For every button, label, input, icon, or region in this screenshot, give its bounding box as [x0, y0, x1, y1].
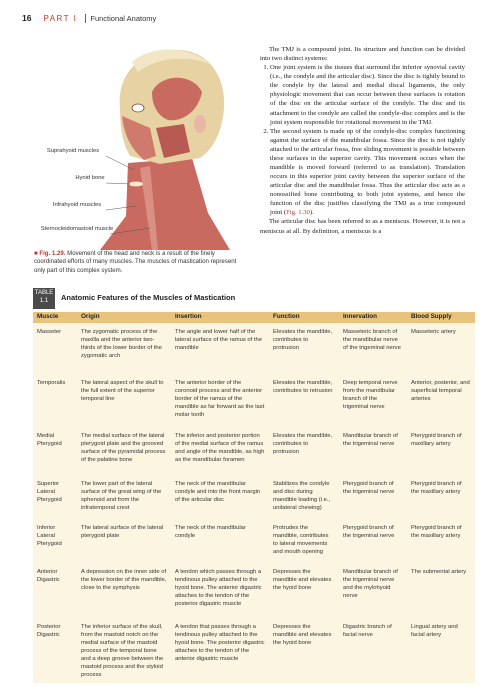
joint-systems-list: [260, 63, 465, 217]
caption-text: Movement of the head and neck is a result of the finely coordinated efforts of many muscles. The muscles of mastication represent only part of this complex system.: [34, 250, 237, 274]
origin-cell: The lateral aspect of the skull to the full extent of the superior temporal line: [81, 380, 164, 403]
column-header: Innervation: [339, 312, 407, 323]
table-row: [33, 563, 475, 618]
list-item: [270, 127, 465, 218]
caption-bullet-icon: ■: [34, 250, 40, 257]
muscle-cell: Superior Lateral Pterygoid: [37, 481, 62, 504]
origin-cell: The lateral surface of the lateral pterygoid plate: [81, 525, 164, 540]
blood-supply-cell: Anterior, posterior, and superficial temporal arteries: [411, 380, 470, 403]
muscles-table: [33, 312, 475, 688]
insertion-cell: The anterior border of the coronoid process and the anterior border of the ramus of the mandible as far forward as the last molar tooth: [175, 380, 265, 419]
table-heading: [33, 285, 475, 312]
origin-cell: The medial surface of the lateral pterygoid plate and the grooved surface of the pyramidal process of the palatine bone: [81, 433, 166, 464]
table-badge: [33, 288, 55, 309]
label-sternocleidomastoid: Sternocleidomastoid muscle: [40, 226, 114, 232]
insertion-cell: The neck of the mandibular condyle: [175, 525, 246, 540]
origin-cell: The lower part of the lateral surface of the great wing of the sphenoid and from the infratemporal crest: [81, 481, 162, 512]
anatomy-figure: [40, 38, 255, 250]
ear: [194, 115, 206, 133]
table-row: [33, 323, 475, 374]
table-row: [33, 519, 475, 563]
blood-supply-cell: Lingual artery and facial artery: [411, 624, 458, 639]
blood-supply-cell: Pterygoid branch of the maxillary artery: [411, 481, 462, 496]
innervation-cell: Pterygoid branch of the trigeminal nerve: [343, 481, 395, 496]
muscle-cell: Temporalis: [37, 380, 66, 386]
function-cell: Elevates the mandible, contributes to protrusion: [273, 329, 333, 352]
innervation-cell: Masseteric branch of the mandibular nerve of the trigeminal nerve: [343, 329, 401, 352]
blood-supply-cell: Pterygoid branch of the maxillary artery: [411, 525, 462, 540]
column-header: Function: [269, 312, 339, 323]
innervation-cell: Deep temporal nerve from the mandibular branch of the trigeminal nerve: [343, 380, 398, 411]
figure-caption: [34, 250, 244, 275]
body-text: [260, 45, 465, 236]
item2-end: ).: [309, 209, 314, 217]
list-item: 1. One joint system is the tissues that surround the inferior synovial cavity (i.e., the condyle and the articular disc). Since the disc is tightly bound to the condyle by the lateral and medial discal ligaments, the only physiologic movement that can occur between these surfaces is rotation of the disc on the articular surface of the condyle. The disc and its attachment to the condyle are called the condyle-disc complex and is the joint system responsible for rotational movement in the TMJ.: [270, 63, 465, 127]
function-cell: Depresses the mandible and elevates the hyoid bone: [273, 624, 332, 647]
blood-supply-cell: Pterygoid branch of maxillary artery: [411, 433, 462, 448]
neck-muscles: [100, 158, 230, 250]
page-number: 16: [22, 13, 32, 23]
function-cell: Elevates the mandible, contributes to protrusion: [273, 433, 333, 456]
column-header: Insertion: [171, 312, 269, 323]
figure-reference-link[interactable]: Fig. 1.30: [286, 209, 310, 217]
part-label: PART I: [43, 13, 78, 23]
function-cell: Stabilizes the condyle and disc during mandible loading (i.e., unilateral chewing): [273, 481, 331, 512]
meniscus-paragraph: The articular disc has been referred to as a meniscus. However, it is not a meniscus at all. By definition, a meniscus is a: [260, 218, 465, 235]
insertion-cell: The neck of the mandibular condyle and into the front margin of the articular disc: [175, 481, 261, 504]
muscle-cell: Posterior Digastric: [37, 624, 61, 639]
hyoid-bone: [129, 182, 143, 187]
table-badge-number: 1.1: [39, 297, 49, 304]
innervation-cell: Digastric branch of facial nerve: [343, 624, 392, 639]
column-header: Blood Supply: [407, 312, 475, 323]
column-header: Origin: [77, 312, 171, 323]
table-row: [33, 427, 475, 475]
function-cell: Protrudes the mandible, contributes to lateral movements and mouth opening: [273, 525, 329, 556]
innervation-cell: Mandibular branch of the trigeminal nerve: [343, 433, 398, 448]
table-header-row: [33, 312, 475, 323]
table-row: [33, 374, 475, 427]
table-row: [33, 618, 475, 688]
eye: [132, 104, 144, 112]
running-header: [22, 11, 482, 25]
label-suprahyoid: Suprahyoid muscles: [46, 148, 100, 154]
muscles-table-box: [33, 285, 475, 683]
blood-supply-cell: The submental artery: [411, 569, 467, 575]
insertion-cell: The inferior and posterior portion of the medial surface of the ramus and angle of the mandible, as high as the mandibular foramen: [175, 433, 265, 464]
innervation-cell: Pterygoid branch of the trigeminal nerve: [343, 525, 395, 540]
blood-supply-cell: Masseteric artery: [411, 329, 456, 335]
caption-label: Fig. 1.29.: [39, 250, 66, 257]
table-row: [33, 475, 475, 519]
label-hyoid: Hyoid bone: [75, 175, 105, 181]
muscle-cell: Inferior Lateral Pterygoid: [37, 525, 62, 548]
label-infrahyoid: Infrahyoid muscles: [52, 202, 102, 208]
function-cell: Elevates the mandible, contributes to retrusion: [273, 380, 333, 395]
insertion-cell: A tendon that passes through a tendinous pulley attached to the hyoid bone. The posterior digastric attaches to the tendon of the anterior digastric muscle: [175, 624, 265, 663]
column-header: Muscle: [33, 312, 77, 323]
head-neck-illustration: [40, 38, 255, 250]
muscle-cell: Anterior Digastric: [37, 569, 60, 584]
table-title: Anatomic Features of the Muscles of Mastication: [61, 293, 236, 302]
innervation-cell: Mandibular branch of the trigeminal nerve and the mylohyoid nerve: [343, 569, 398, 600]
insertion-cell: A tendon which passes through a tendinous pulley attached to the hyoid bone. The anterior digastric attaches to the tendon of the posterior digastric muscle: [175, 569, 262, 608]
hyoid-leader: [106, 183, 130, 184]
muscle-cell: Masseter: [37, 329, 62, 335]
origin-cell: The zygomatic process of the maxilla and the anterior two-thirds of the lower border of the zygomatic arch: [81, 329, 162, 360]
header-divider: [85, 14, 86, 23]
origin-cell: A depression on the inner side of the lower border of the mandible, close to the symphysis: [81, 569, 167, 592]
item2-text: The second system is made up of the condyle-disc complex functioning against the surface of the mandibular fossa. Since the disc is not tightly attached to the articular fossa, free sliding movement is possible between these surfaces in the superior cavity. This movement occurs when the mandible is moved forward (referred to as translation). Translation occurs in this superior joint cavity between the superior surface of the articular disc and the mandibular fossa. Thus the articular disc acts as a nonossified bone contributing to both joint systems, and hence the function of the disc justifies classifying the TMJ as a true compound joint (: [270, 127, 465, 217]
table-badge-label: TABLE: [34, 290, 54, 296]
muscle-cell: Medial Pterygoid: [37, 433, 62, 448]
origin-cell: The inferior surface of the skull, from the mastoid notch on the medial surface of the mastoid process of the temporal bone and a deep groove between the mastoid process and the styloid process: [81, 624, 164, 679]
insertion-cell: The angle and lower half of the lateral surface of the ramus of the mandible: [175, 329, 263, 352]
chapter-title: Functional Anatomy: [90, 13, 157, 23]
intro-paragraph: The TMJ is a compound joint. Its structure and function can be divided into two distinct systems:: [260, 46, 465, 63]
function-cell: Depresses the mandible and elevates the hyoid bone: [273, 569, 332, 592]
